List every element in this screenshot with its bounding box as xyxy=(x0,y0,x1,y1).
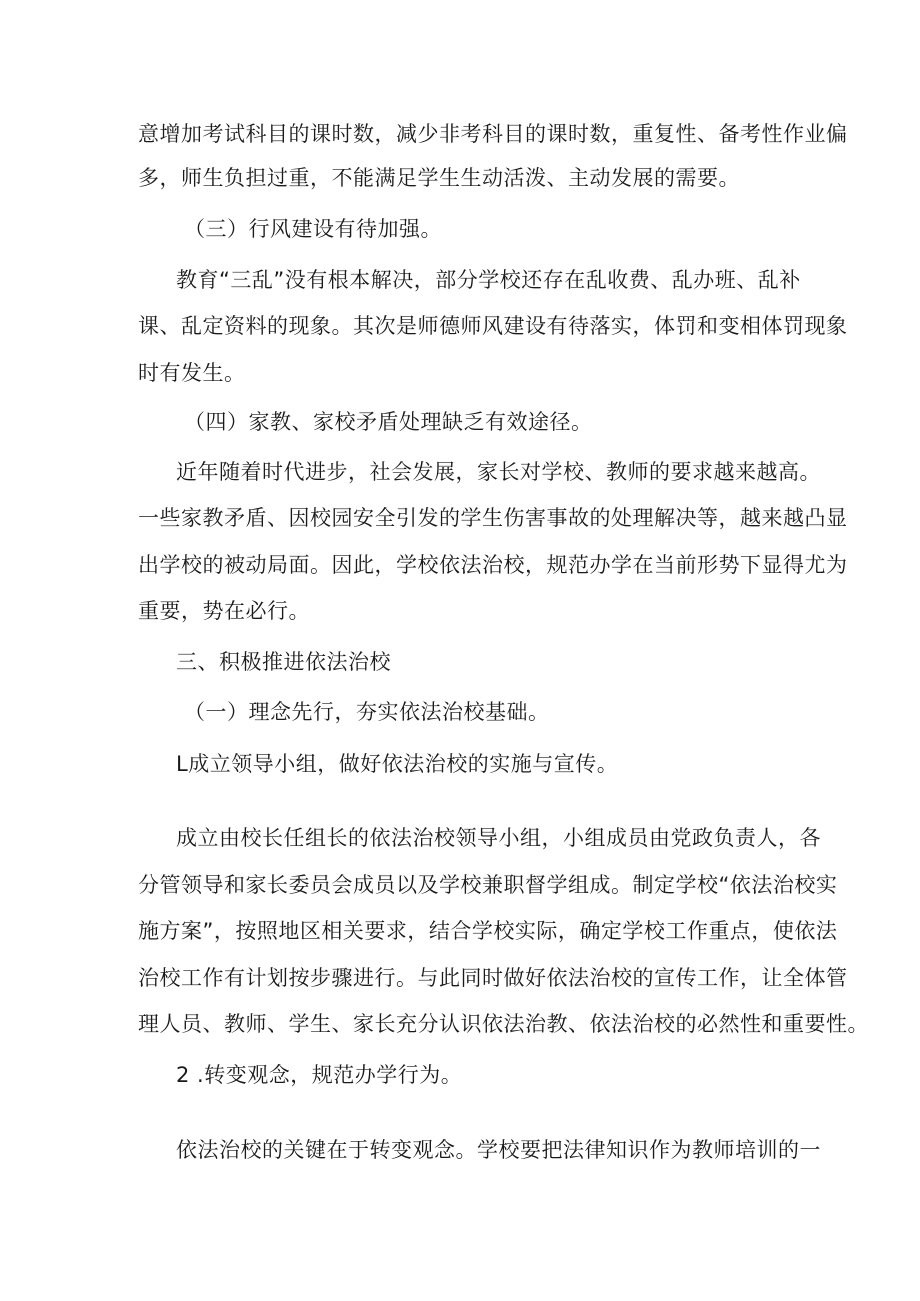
paragraph-line: 治校工作有计划按步骤进行。与此同时做好依法治校的宣传工作，让全体管 xyxy=(138,966,848,990)
paragraph-line: 时有发生。 xyxy=(138,361,246,385)
section-heading: （三）行风建设有待加强。 xyxy=(184,217,442,241)
section-heading: （一）理念先行，夯实依法治校基础。 xyxy=(184,700,550,724)
paragraph-line: 施方案”，按照地区相关要求，结合学校实际，确定学校工作重点，使依法 xyxy=(138,919,838,943)
subsection-heading: 2 .转变观念，规范办学行为。 xyxy=(176,1063,463,1087)
paragraph-line: 依法治校的关键在于转变观念。学校要把法律知识作为教师培训的一 xyxy=(176,1138,821,1162)
paragraph-line: 多，师生负担过重，不能满足学生生动活泼、主动发展的需要。 xyxy=(138,166,740,190)
chapter-heading: 三、积极推进依法治校 xyxy=(176,650,391,674)
paragraph-line: 教育“三乱”没有根本解决，部分学校还存在乱收费、乱办班、乱补 xyxy=(176,268,801,292)
section-heading: （四）家教、家校矛盾处理缺乏有效途径。 xyxy=(184,410,593,434)
paragraph-line: 意增加考试科目的课时数，减少非考科目的课时数，重复性、备考性作业偏 xyxy=(138,122,848,146)
paragraph-line: 课、乱定资料的现象。其次是师德师风建设有待落实，体罚和变相体罚现象 xyxy=(138,314,848,338)
subsection-heading: L成立领导小组，做好依法治校的实施与宣传。 xyxy=(176,752,619,776)
paragraph-line: 重要，势在必行。 xyxy=(138,599,310,623)
paragraph-line: 理人员、教师、学生、家长充分认识依法治教、依法治校的必然性和重要性。 xyxy=(138,1012,869,1036)
paragraph-line: 成立由校长任组长的依法治校领导小组，小组成员由党政负责人，各 xyxy=(176,826,821,850)
paragraph-line: 出学校的被动局面。因此，学校依法治校，规范办学在当前形势下显得尤为 xyxy=(138,553,848,577)
paragraph-line: 近年随着时代进步，社会发展，家长对学校、教师的要求越来越高。 xyxy=(176,460,821,484)
paragraph-line: 一些家教矛盾、因校园安全引发的学生伤害事故的处理解决等，越来越凸显 xyxy=(138,506,848,530)
paragraph-line: 分管领导和家长委员会成员以及学校兼职督学组成。制定学校“依法治校实 xyxy=(138,873,838,897)
